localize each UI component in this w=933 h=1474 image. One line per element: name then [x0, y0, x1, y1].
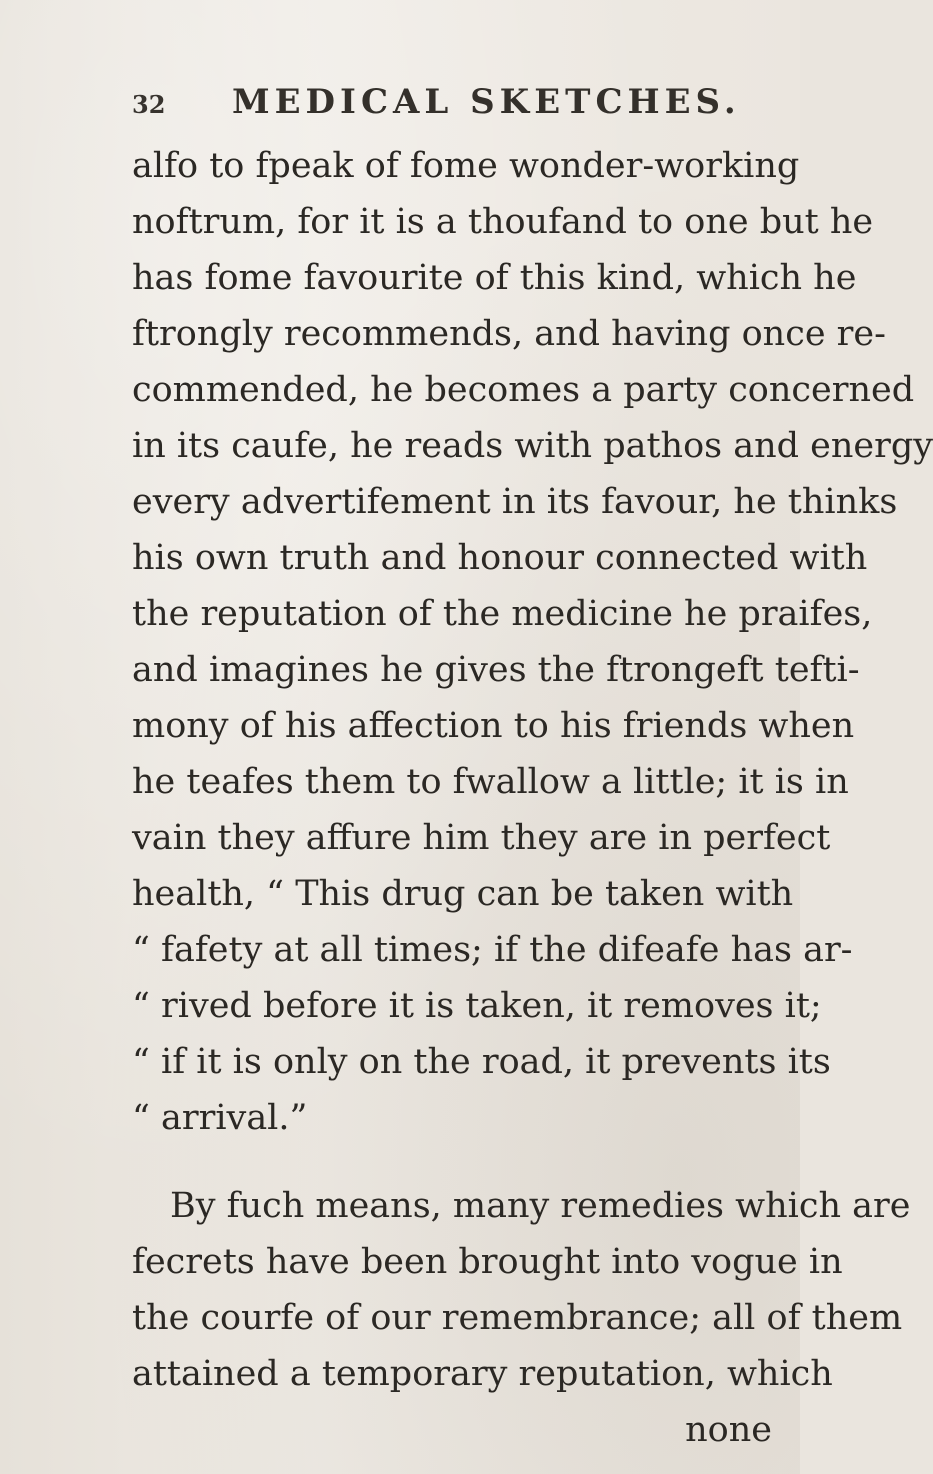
text-line: fecrets have been brought into vogue in — [132, 1242, 843, 1282]
text-line: mony of his affection to his friends when — [132, 706, 855, 746]
text-line: vain they affure him they are in perfect — [132, 818, 831, 858]
text-line: ftrongly recommends, and having once re- — [132, 314, 886, 354]
catchword: none — [685, 1410, 772, 1450]
text-line: commended, he becomes a party concerned — [132, 370, 915, 410]
text-line: noftrum, for it is a thoufand to one but he — [132, 202, 874, 242]
text-line: in its caufe, he reads with pathos and energy — [132, 426, 933, 466]
text-line: alfo to fpeak of fome wonder-working — [132, 146, 800, 186]
text-line: “ rived before it is taken, it removes it; — [132, 986, 822, 1026]
text-line: has fome favourite of this kind, which he — [132, 258, 857, 298]
text-line: “ fafety at all times; if the difeafe has ar- — [132, 930, 853, 970]
text-line: “ if it is only on the road, it prevents its — [132, 1042, 831, 1082]
text-line: “ arrival.” — [132, 1098, 308, 1138]
text-line: health, “ This drug can be taken with — [132, 874, 794, 914]
text-line: the reputation of the medicine he praifes, — [132, 594, 873, 634]
text-line: his own truth and honour connected with — [132, 538, 868, 578]
page-header — [132, 82, 741, 126]
text-line: every advertifement in its favour, he thinks — [132, 482, 898, 522]
text-line: he teafes them to fwallow a little; it is in — [132, 762, 849, 802]
text-line: attained a temporary reputation, which — [132, 1354, 833, 1394]
text-line: the courfe of our remembrance; all of them — [132, 1298, 903, 1338]
running-head: MEDICAL SKETCHES. — [232, 82, 741, 122]
text-line: and imagines he gives the ftrongeft tefti- — [132, 650, 860, 690]
text-line: By fuch means, many remedies which are — [170, 1186, 911, 1226]
page-number: 32 — [132, 90, 166, 119]
